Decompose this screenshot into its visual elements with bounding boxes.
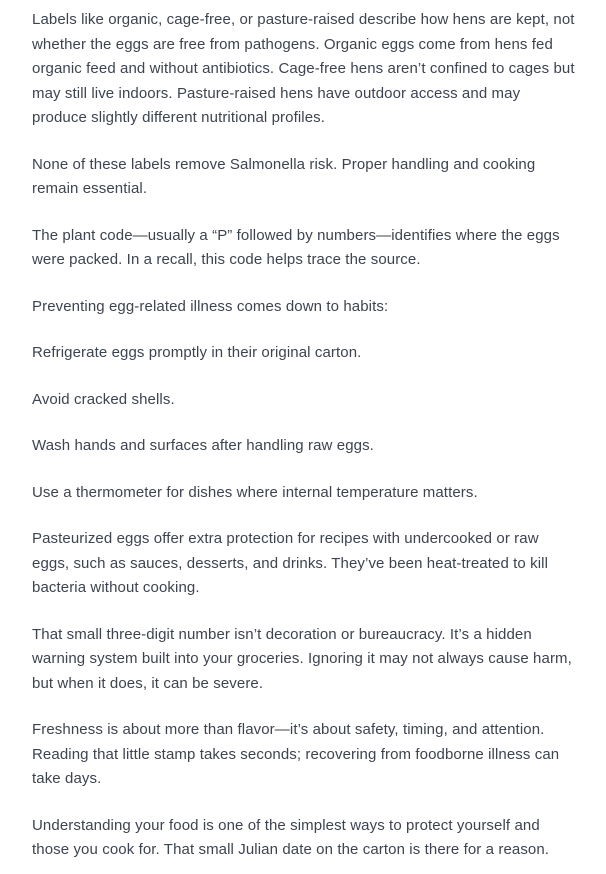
paragraph-understanding-food: Understanding your food is one of the simplest ways to protect yourself and those you cook for. That small Julian date on the carton is there for a reason. (32, 816, 550, 858)
paragraph-warning-system: That small three-digit number isn’t decoration or bureaucracy. It’s a hidden warning system built into your groceries. Ignoring it may not always cause harm, but when it does, it can be severe. (32, 625, 572, 692)
paragraph-labels-hens: Labels like organic, cage-free, or pasture-raised describe how hens are kept, not whether the eggs are free from pathogens. Organic eggs come from hens fed organic feed and without antibiotics. Cage-free hens aren’t confined to cages but may still live indoors. Pasture-raised hens have outdoor access and may produce slightly different nutritional profiles. (32, 11, 575, 126)
paragraph-habits-intro: Preventing egg-related illness comes down to habits: (32, 297, 389, 315)
paragraph-freshness: Freshness is about more than flavor—it’s about safety, timing, and attention. Reading that little stamp takes seconds; recovering from foodborne illness can take days. (32, 721, 560, 787)
paragraph-thermometer: Use a thermometer for dishes where internal temperature matters. (32, 483, 478, 501)
paragraph-wash-hands: Wash hands and surfaces after handling raw eggs. (32, 437, 374, 454)
paragraph-refrigerate: Refrigerate eggs promptly in their original carton. (32, 344, 362, 361)
paragraph-plant-code: The plant code—usually a “P” followed by numbers—identifies where the eggs were packed. In a recall, this code helps trace the source. (32, 226, 560, 268)
paragraph-pasteurized: Pasteurized eggs offer extra protection for recipes with undercooked or raw eggs, such as sauces, desserts, and drinks. They’ve been heat-treated to kill bacteria without cooking. (32, 530, 549, 596)
paragraph-salmonella-risk: None of these labels remove Salmonella risk. Proper handling and cooking remain essential. (32, 155, 536, 197)
paragraph-avoid-cracked: Avoid cracked shells. (32, 390, 175, 408)
